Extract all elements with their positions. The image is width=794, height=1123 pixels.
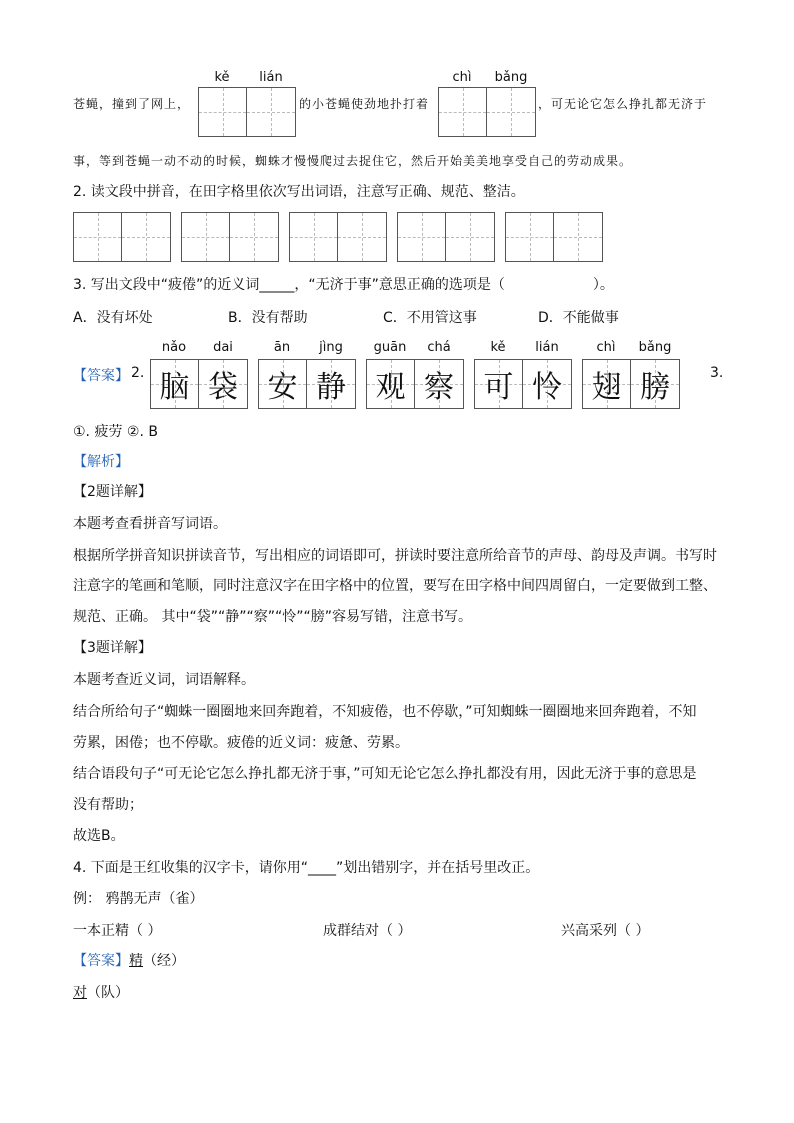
detail-2-line: 规范、正确。 其中“袋”“静”“察”“怜”“膀”容易写错，注意书写。	[73, 609, 472, 625]
question-4-example: 例： 鸦鹊无声（雀）	[73, 891, 204, 907]
passage-line2: 事，等到苍蝇一动不动的时候，蜘蛛才慢慢爬过去捉住它，然后开始美美地享受自己的劳动成果。	[73, 154, 633, 168]
answer-word-grid	[258, 359, 356, 409]
answer-word-grid	[366, 359, 464, 409]
answer-char: 安	[267, 370, 298, 405]
answer-4-line2	[73, 983, 129, 1003]
answer-pinyin: chá	[427, 340, 451, 355]
answer-pinyin: chì	[596, 340, 616, 355]
passage-line1-part3: ，可无论它怎么挣扎都无济于	[538, 97, 708, 111]
answer-word-grid	[474, 359, 572, 409]
answer-char: 翅	[591, 370, 622, 405]
answer-pinyin: lián	[535, 340, 559, 355]
answer-grid-5[interactable]	[505, 212, 603, 262]
detail-3-line: 故选B。	[73, 828, 125, 844]
answer-pinyin: dai	[213, 340, 233, 355]
answer-4-line1	[73, 951, 185, 971]
question-3	[73, 275, 614, 295]
answer-grid-4[interactable]	[397, 212, 495, 262]
answer-char: 察	[424, 370, 454, 405]
answer-4-wrong-char-1: 精	[129, 953, 143, 969]
answer-pinyin: kě	[490, 340, 506, 355]
answer-word-grid	[150, 359, 248, 409]
answer-char: 可	[483, 370, 514, 405]
option-d[interactable]: D．不能做事	[538, 310, 619, 326]
detail-3-line: 没有帮助；	[73, 797, 143, 813]
word-card-2[interactable]: 成群结对（ ）	[323, 923, 412, 939]
passage-line1-part2: 的小苍蝇使劲地扑打着	[299, 97, 430, 111]
pinyin-lian: lián	[259, 70, 283, 85]
answer-4-fix-1: （经）	[143, 953, 185, 969]
answer-4-wrong-char-2: 对	[73, 985, 87, 1001]
detail-2-line: 本题考查看拼音写词语。	[73, 516, 227, 532]
detail-3-line: 劳累，困倦；也不停歇。疲倦的近义词：疲惫、劳累。	[73, 735, 409, 751]
detail-3-line: 本题考查近义词，词语解释。	[73, 672, 255, 688]
answer-char: 脑	[159, 370, 190, 405]
question-3-close: ）。	[592, 277, 614, 293]
answer-grid-2[interactable]	[181, 212, 279, 262]
passage-line1-part1: 苍蝇，撞到了网上，	[73, 97, 191, 111]
answer-grid-1[interactable]	[73, 212, 171, 262]
blank-grid-chibang[interactable]	[438, 87, 536, 137]
detail-3-title: 【3题详解】	[73, 640, 152, 656]
answer-pinyin: jìng	[319, 340, 343, 355]
answer-num-2: 2.	[131, 365, 145, 381]
option-a[interactable]: A．没有坏处	[73, 310, 153, 326]
answer-char: 膀	[640, 370, 670, 405]
option-c[interactable]: C．不用管这事	[383, 310, 477, 326]
question-2: 2. 读文段中拼音，在田字格里依次写出词语，注意写正确、规范、整洁。	[73, 184, 525, 200]
answer-label: 【答案】	[73, 953, 129, 969]
answer-word-grid	[582, 359, 680, 409]
detail-2-line: 根据所学拼音知识拼读音节，写出相应的词语即可，拼读时要注意所给音节的声母、韵母及声调。书写时	[73, 548, 717, 564]
detail-3-line: 结合语段句子“可无论它怎么挣扎都无济于事，”可知无论它怎么挣扎都没有用，因此无济于事的意思是	[73, 766, 697, 782]
pinyin-chi: chì	[452, 70, 472, 85]
answer-3-sub: ①. 疲劳 ②. B	[73, 424, 158, 440]
detail-2-title: 【2题详解】	[73, 484, 152, 500]
detail-3-line: 结合所给句子“蜘蛛一圈圈地来回奔跑着，不知疲倦，也不停歇，”可知蜘蛛一圈圈地来回奔跑着，不知	[73, 704, 697, 720]
answer-char: 观	[375, 370, 406, 405]
word-card-1[interactable]: 一本正精（ ）	[73, 923, 162, 939]
analysis-label: 【解析】	[73, 454, 129, 470]
question-4: 4. 下面是王红收集的汉字卡，请你用“____”划出错别字，并在括号里改正。	[73, 860, 540, 876]
option-b[interactable]: B．没有帮助	[228, 310, 308, 326]
detail-2-line: 注意字的笔画和笔顺，同时注意汉字在田字格中的位置，要写在田字格中间四周留白，一定要做到工整、	[73, 578, 717, 594]
answer-grid-3[interactable]	[289, 212, 387, 262]
answer-pinyin: bǎng	[638, 340, 672, 355]
answer-char: 怜	[532, 370, 562, 405]
answer-char: 袋	[208, 370, 238, 405]
question-3-text: 3. 写出文段中“疲倦”的近义词_____，“无济于事”意思正确的选项是（	[73, 277, 505, 293]
answer-label: 【答案】	[73, 368, 129, 384]
word-card-3[interactable]: 兴高采列（ ）	[561, 923, 650, 939]
answer-pinyin: guān	[373, 340, 407, 355]
answer-num-3: 3.	[710, 365, 724, 381]
answer-char: 静	[316, 370, 346, 405]
blank-grid-kelian[interactable]	[198, 87, 296, 137]
answer-pinyin: ān	[273, 340, 291, 355]
pinyin-bang: bǎng	[494, 70, 528, 85]
answer-4-fix-2: （队）	[87, 985, 129, 1001]
answer-pinyin: nǎo	[161, 340, 187, 355]
pinyin-ke: kě	[214, 70, 230, 85]
